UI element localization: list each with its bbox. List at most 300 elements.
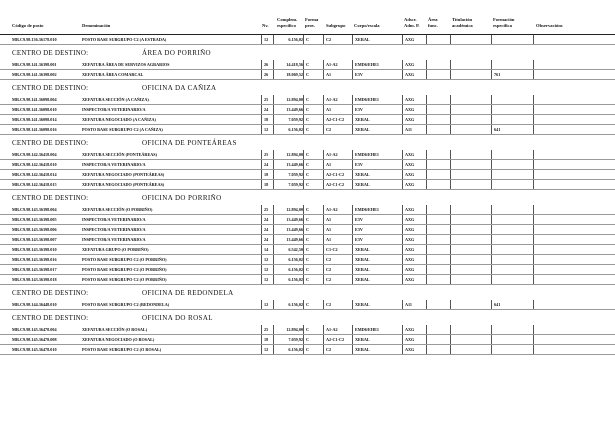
column-divider [303, 275, 304, 284]
cell-denom: INSPECTOR/A VETERINARIO/A [82, 162, 146, 167]
column-divider [533, 180, 534, 189]
cell-adscr: AXG [405, 62, 415, 67]
cell-code: MR.C9.98.145.36478.004 [12, 327, 57, 332]
cell-forma: C [306, 37, 310, 42]
table-row [0, 215, 615, 224]
cell-forma: C [306, 347, 310, 352]
cell-compl: 13.449,66 [286, 107, 303, 112]
cell-denom: INSPECTOR/A VETERINARIO/A [82, 227, 146, 232]
header-forma-2: prov. [305, 23, 315, 28]
cell-compl: 6.156,02 [288, 302, 303, 307]
cell-adscr: AXG [405, 97, 415, 102]
cell-sub: A1 [326, 237, 332, 242]
column-divider [261, 125, 262, 134]
cell-code: MR.C9.98.141.36098.004 [12, 97, 57, 102]
column-divider [533, 60, 534, 69]
cell-corpo: E3V [355, 162, 363, 167]
cell-denom: INSPECTOR/A VETERINARIO/A [82, 217, 146, 222]
column-divider [491, 70, 492, 79]
header-code: Código de posto [12, 23, 44, 28]
column-divider [533, 225, 534, 234]
column-divider [303, 115, 304, 124]
cell-forma: C [306, 127, 310, 132]
cell-sub: A1-A2 [326, 152, 338, 157]
cell-nv: 26 [264, 72, 269, 77]
section-label: CENTRO DE DESTINO: [12, 194, 89, 202]
cell-forma: C [306, 327, 310, 332]
column-divider [450, 335, 451, 344]
cell-sub: C1-C2 [326, 247, 338, 252]
column-divider [491, 205, 492, 214]
cell-adscr: AXG [405, 347, 415, 352]
table-row [0, 205, 615, 214]
column-divider [261, 335, 262, 344]
cell-nv: 12 [264, 277, 269, 282]
section-name: OFICINA DE PONTEÁREAS [142, 139, 237, 147]
cell-nv: 25 [264, 152, 269, 157]
column-divider [303, 180, 304, 189]
column-divider [450, 105, 451, 114]
cell-adscr: AXG [405, 162, 415, 167]
cell-compl: 13.449,66 [286, 162, 303, 167]
header-titulacion-2: académica [452, 23, 473, 28]
column-divider [303, 235, 304, 244]
cell-adscr: AXG [405, 207, 415, 212]
table-row [0, 245, 615, 254]
column-divider [450, 345, 451, 354]
cell-denom: XEFATURA NEGOCIADO (PONTEÁREAS) [82, 172, 165, 177]
column-divider [491, 115, 492, 124]
table-row [0, 325, 615, 334]
cell-denom: XEFATURA SECCIÓN (PONTEÁREAS) [82, 152, 157, 157]
column-divider [450, 215, 451, 224]
cell-code: MR.C9.98.143.36398.010 [12, 247, 57, 252]
cell-corpo: E3V [355, 107, 363, 112]
section-label: CENTRO DE DESTINO: [12, 314, 89, 322]
column-divider [491, 275, 492, 284]
cell-nv: 18 [264, 182, 269, 187]
cell-code: MR.C9.98.145.36478.010 [12, 347, 57, 352]
table-row [0, 160, 615, 169]
column-divider [303, 150, 304, 159]
table-row [0, 115, 615, 124]
cell-denom: XEFATURA SECCIÓN (A CAÑIZA) [82, 97, 149, 102]
column-divider [450, 180, 451, 189]
cell-adscr: AXG [405, 337, 415, 342]
cell-compl: 12.894,00 [286, 97, 303, 102]
cell-forma: C [306, 277, 310, 282]
column-divider [261, 70, 262, 79]
section-header [0, 82, 615, 94]
cell-adscr: AXG [405, 257, 415, 262]
cell-adscr: AXG [405, 267, 415, 272]
cell-corpo: XERAL [355, 257, 370, 262]
column-divider [450, 150, 451, 159]
cell-denom: XEFATURA SECCIÓN (O PORRIÑO) [82, 207, 153, 212]
cell-denom: XEFATURA GRUPO (O PORRIÑO) [82, 247, 149, 252]
cell-form: 761 [494, 72, 501, 77]
cell-corpo: XERAL [355, 127, 370, 132]
cell-corpo: EMD6/EHE1 [355, 97, 379, 102]
column-divider [491, 235, 492, 244]
header-formacion-1: Formación [493, 17, 515, 22]
cell-sub: A2-C1-C2 [326, 337, 345, 342]
column-divider [261, 215, 262, 224]
cell-forma: C [306, 247, 310, 252]
cell-code: MR.C9.98.141.36098.016 [12, 127, 57, 132]
column-divider [491, 345, 492, 354]
section-header [0, 47, 615, 59]
column-divider [303, 70, 304, 79]
cell-sub: A1 [326, 162, 332, 167]
section-name: OFICINA DE REDONDELA [142, 289, 234, 297]
cell-compl: 6.156,02 [288, 267, 303, 272]
table-header [0, 12, 615, 35]
table-row [0, 60, 615, 69]
column-divider [491, 105, 492, 114]
section-label: CENTRO DE DESTINO: [12, 49, 89, 57]
cell-code: MR.C9.98.141.36398.001 [12, 62, 57, 67]
cell-forma: C [306, 72, 310, 77]
cell-corpo: E3V [355, 227, 363, 232]
cell-nv: 12 [264, 347, 269, 352]
cell-forma: C [306, 267, 310, 272]
cell-code: MR.C9.98.143.36398.004 [12, 207, 57, 212]
cell-sub: C2 [326, 277, 332, 282]
cell-code: MR.C9.98.141.36098.014 [12, 117, 57, 122]
column-divider [450, 35, 451, 44]
column-divider [491, 180, 492, 189]
column-divider [261, 105, 262, 114]
table-row [0, 265, 615, 274]
cell-compl: 6.156,02 [288, 277, 303, 282]
table-row [0, 170, 615, 179]
cell-nv: 24 [264, 162, 269, 167]
column-divider [491, 335, 492, 344]
column-divider [450, 170, 451, 179]
cell-corpo: XERAL [355, 347, 370, 352]
column-divider [261, 180, 262, 189]
cell-nv: 12 [264, 302, 269, 307]
column-divider [533, 95, 534, 104]
column-divider [450, 70, 451, 79]
cell-forma: C [306, 107, 310, 112]
column-divider [261, 255, 262, 264]
cell-denom: XEFATURA SECCIÓN (O ROSAL) [82, 327, 148, 332]
cell-nv: 18 [264, 117, 269, 122]
column-divider [261, 325, 262, 334]
cell-sub: A2-C1-C2 [326, 117, 345, 122]
cell-adscr: AXG [405, 227, 415, 232]
table-row [0, 125, 615, 134]
cell-denom: POSTO BASE SUBGRUPO C2 (A CAÑIZA) [82, 127, 163, 132]
cell-code: MR.C9.98.143.36398.006 [12, 227, 57, 232]
cell-corpo: XERAL [355, 117, 370, 122]
header-area-1: Área [428, 17, 438, 22]
column-divider [261, 205, 262, 214]
cell-corpo: XERAL [355, 37, 370, 42]
cell-forma: C [306, 97, 310, 102]
section-label: CENTRO DE DESTINO: [12, 84, 89, 92]
header-forma-1: Forma [305, 17, 319, 22]
column-divider [491, 215, 492, 224]
cell-sub: A2-C1-C2 [326, 182, 345, 187]
cell-denom: INSPECTOR/A VETERINARIO/A [82, 107, 146, 112]
column-divider [261, 150, 262, 159]
cell-sub: A1 [326, 107, 332, 112]
cell-nv: 24 [264, 237, 269, 242]
cell-forma: C [306, 227, 310, 232]
column-divider [450, 325, 451, 334]
column-divider [303, 205, 304, 214]
cell-code: MR.C9.98.143.36398.016 [12, 257, 57, 262]
cell-sub: C2 [326, 347, 332, 352]
cell-code: MR.C9.98.142.36418.004 [12, 152, 57, 157]
cell-nv: 24 [264, 217, 269, 222]
header-denominacion: Denominación [82, 23, 111, 28]
cell-denom: POSTO BASE SUBGRUPO C2 (O PORRIÑO) [82, 277, 167, 282]
column-divider [261, 265, 262, 274]
cell-code: MR.C9.98.142.36418.010 [12, 162, 57, 167]
cell-forma: C [306, 337, 310, 342]
column-divider [261, 170, 262, 179]
section-header [0, 312, 615, 324]
cell-denom: POSTO BASE SUBGRUPO C2 (REDONDELA) [82, 302, 170, 307]
cell-corpo: XERAL [355, 337, 370, 342]
column-divider [491, 60, 492, 69]
cell-compl: 7.059,92 [288, 117, 303, 122]
column-divider [261, 300, 262, 309]
section-header [0, 287, 615, 299]
column-divider [450, 275, 451, 284]
column-divider [303, 125, 304, 134]
cell-compl: 13.449,66 [286, 237, 303, 242]
column-divider [533, 35, 534, 44]
table-row [0, 225, 615, 234]
cell-compl: 13.449,66 [286, 227, 303, 232]
cell-compl: 6.156,02 [288, 127, 303, 132]
column-divider [261, 275, 262, 284]
header-adscr-1: Adscr. [404, 17, 417, 22]
column-divider [533, 205, 534, 214]
cell-compl: 6.156,02 [288, 37, 303, 42]
column-divider [491, 325, 492, 334]
header-nv: Nv. [262, 23, 269, 28]
row-separator [0, 189, 615, 190]
cell-denom: XEFATURA ÁREA DE SERVIZOS AGRARIOS [82, 62, 170, 67]
cell-compl: 14.418,56 [286, 62, 303, 67]
cell-forma: C [306, 62, 310, 67]
column-divider [450, 255, 451, 264]
cell-nv: 12 [264, 37, 269, 42]
column-divider [533, 255, 534, 264]
section-header [0, 192, 615, 204]
cell-compl: 7.059,92 [288, 337, 303, 342]
column-divider [491, 160, 492, 169]
cell-adscr: AXG [405, 117, 415, 122]
cell-corpo: E3V [355, 237, 363, 242]
cell-code: MR.C9.98.142.36418.014 [12, 172, 57, 177]
cell-compl: 6.156,02 [288, 347, 303, 352]
cell-adscr: AXG [405, 217, 415, 222]
cell-nv: 24 [264, 227, 269, 232]
table-row [0, 275, 615, 284]
cell-forma: C [306, 257, 310, 262]
cell-compl: 6.156,02 [288, 257, 303, 262]
section-name: ÁREA DO PORRIÑO [142, 49, 212, 57]
cell-forma: C [306, 152, 310, 157]
cell-compl: 18.069,52 [286, 72, 303, 77]
column-divider [450, 95, 451, 104]
column-divider [303, 160, 304, 169]
column-divider [533, 335, 534, 344]
header-area-2: func. [428, 23, 438, 28]
cell-code: MR.C9.98.141.36098.010 [12, 107, 57, 112]
header-corpo: Corpo/escala [354, 23, 380, 28]
cell-nv: 18 [264, 172, 269, 177]
section-name: OFICINA DO PORRIÑO [142, 194, 222, 202]
column-divider [450, 235, 451, 244]
table-row [0, 345, 615, 354]
cell-compl: 7.059,92 [288, 182, 303, 187]
cell-code: MR.C9.98.143.36398.007 [12, 237, 57, 242]
column-divider [491, 95, 492, 104]
column-divider [261, 115, 262, 124]
cell-sub: A1-A2 [326, 327, 338, 332]
column-divider [450, 60, 451, 69]
table-row [0, 300, 615, 309]
cell-adscr: AXG [405, 37, 415, 42]
cell-forma: C [306, 237, 310, 242]
column-divider [491, 265, 492, 274]
column-divider [303, 215, 304, 224]
column-divider [533, 325, 534, 334]
cell-form: 641 [494, 302, 501, 307]
table-row [0, 95, 615, 104]
column-divider [303, 300, 304, 309]
column-divider [303, 170, 304, 179]
cell-corpo: EMD6/EHE1 [355, 152, 379, 157]
cell-corpo: E3V [355, 72, 363, 77]
column-divider [303, 95, 304, 104]
cell-sub: A1 [326, 217, 332, 222]
cell-corpo: XERAL [355, 247, 370, 252]
column-divider [533, 345, 534, 354]
table-row [0, 180, 615, 189]
column-divider [450, 125, 451, 134]
column-divider [491, 300, 492, 309]
column-divider [533, 170, 534, 179]
cell-denom: XEFATURA NEGOCIADO (A CAÑIZA) [82, 117, 156, 122]
column-divider [450, 115, 451, 124]
column-divider [303, 265, 304, 274]
cell-sub: C2 [326, 267, 332, 272]
cell-code: MR.C9.98.145.36478.008 [12, 337, 57, 342]
column-divider [261, 160, 262, 169]
row-separator [0, 354, 615, 355]
cell-corpo: EMD6/EHE1 [355, 207, 379, 212]
cell-nv: 25 [264, 97, 269, 102]
section-label: CENTRO DE DESTINO: [12, 289, 89, 297]
column-divider [533, 160, 534, 169]
column-divider [303, 255, 304, 264]
cell-corpo: EMD6/EHE1 [355, 62, 379, 67]
cell-nv: 12 [264, 127, 269, 132]
table-row [0, 105, 615, 114]
cell-nv: 24 [264, 107, 269, 112]
header-subgrupo: Subgrupo [326, 23, 346, 28]
cell-adscr: AXG [405, 152, 415, 157]
header-titulacion-1: Titulación [452, 17, 473, 22]
cell-forma: C [306, 162, 310, 167]
column-divider [491, 150, 492, 159]
column-divider [303, 225, 304, 234]
cell-adscr: AXG [405, 247, 415, 252]
column-divider [491, 245, 492, 254]
cell-corpo: XERAL [355, 172, 370, 177]
cell-code: MR.C9.98.141.36398.002 [12, 72, 57, 77]
column-divider [261, 60, 262, 69]
cell-code: MR.C9.98.143.36398.005 [12, 217, 57, 222]
cell-compl: 6.542,50 [288, 247, 303, 252]
row-separator [0, 284, 615, 285]
column-divider [491, 125, 492, 134]
column-divider [303, 345, 304, 354]
cell-nv: 25 [264, 207, 269, 212]
cell-compl: 12.894,00 [286, 327, 303, 332]
cell-adscr: AXG [405, 277, 415, 282]
cell-denom: POSTO BASE SUBGRUPO C2 (O PORRIÑO) [82, 267, 167, 272]
cell-code: MR.C9.98.143.36398.017 [12, 267, 57, 272]
header-observacions: Observacións [536, 23, 563, 28]
column-divider [450, 300, 451, 309]
cell-adscr: AXG [405, 327, 415, 332]
cell-sub: C2 [326, 302, 332, 307]
cell-forma: C [306, 172, 310, 177]
cell-sub: A1 [326, 72, 332, 77]
column-divider [491, 255, 492, 264]
cell-adscr: AXG [405, 107, 415, 112]
cell-compl: 12.894,00 [286, 207, 303, 212]
cell-code: MR.C9.98.142.36418.015 [12, 182, 57, 187]
cell-sub: C2 [326, 257, 332, 262]
column-divider [261, 35, 262, 44]
cell-nv: 18 [264, 337, 269, 342]
column-divider [491, 35, 492, 44]
cell-corpo: EMD6/EHE1 [355, 327, 379, 332]
cell-sub: C2 [326, 37, 332, 42]
column-divider [491, 225, 492, 234]
cell-sub: C2 [326, 127, 332, 132]
cell-corpo: XERAL [355, 267, 370, 272]
column-divider [450, 225, 451, 234]
cell-adscr: AXG [405, 72, 415, 77]
cell-forma: C [306, 302, 310, 307]
cell-adscr: AXG [405, 182, 415, 187]
cell-sub: A1-A2 [326, 62, 338, 67]
column-divider [261, 225, 262, 234]
cell-denom: POSTO BASE SUBGRUPO C2 (O PORRIÑO) [82, 257, 167, 262]
column-divider [533, 235, 534, 244]
cell-corpo: E3V [355, 217, 363, 222]
cell-compl: 12.894,00 [286, 152, 303, 157]
section-name: OFICINA DO ROSAL [142, 314, 213, 322]
table-row [0, 35, 615, 44]
cell-nv: 12 [264, 257, 269, 262]
column-divider [261, 245, 262, 254]
column-divider [303, 325, 304, 334]
column-divider [533, 265, 534, 274]
